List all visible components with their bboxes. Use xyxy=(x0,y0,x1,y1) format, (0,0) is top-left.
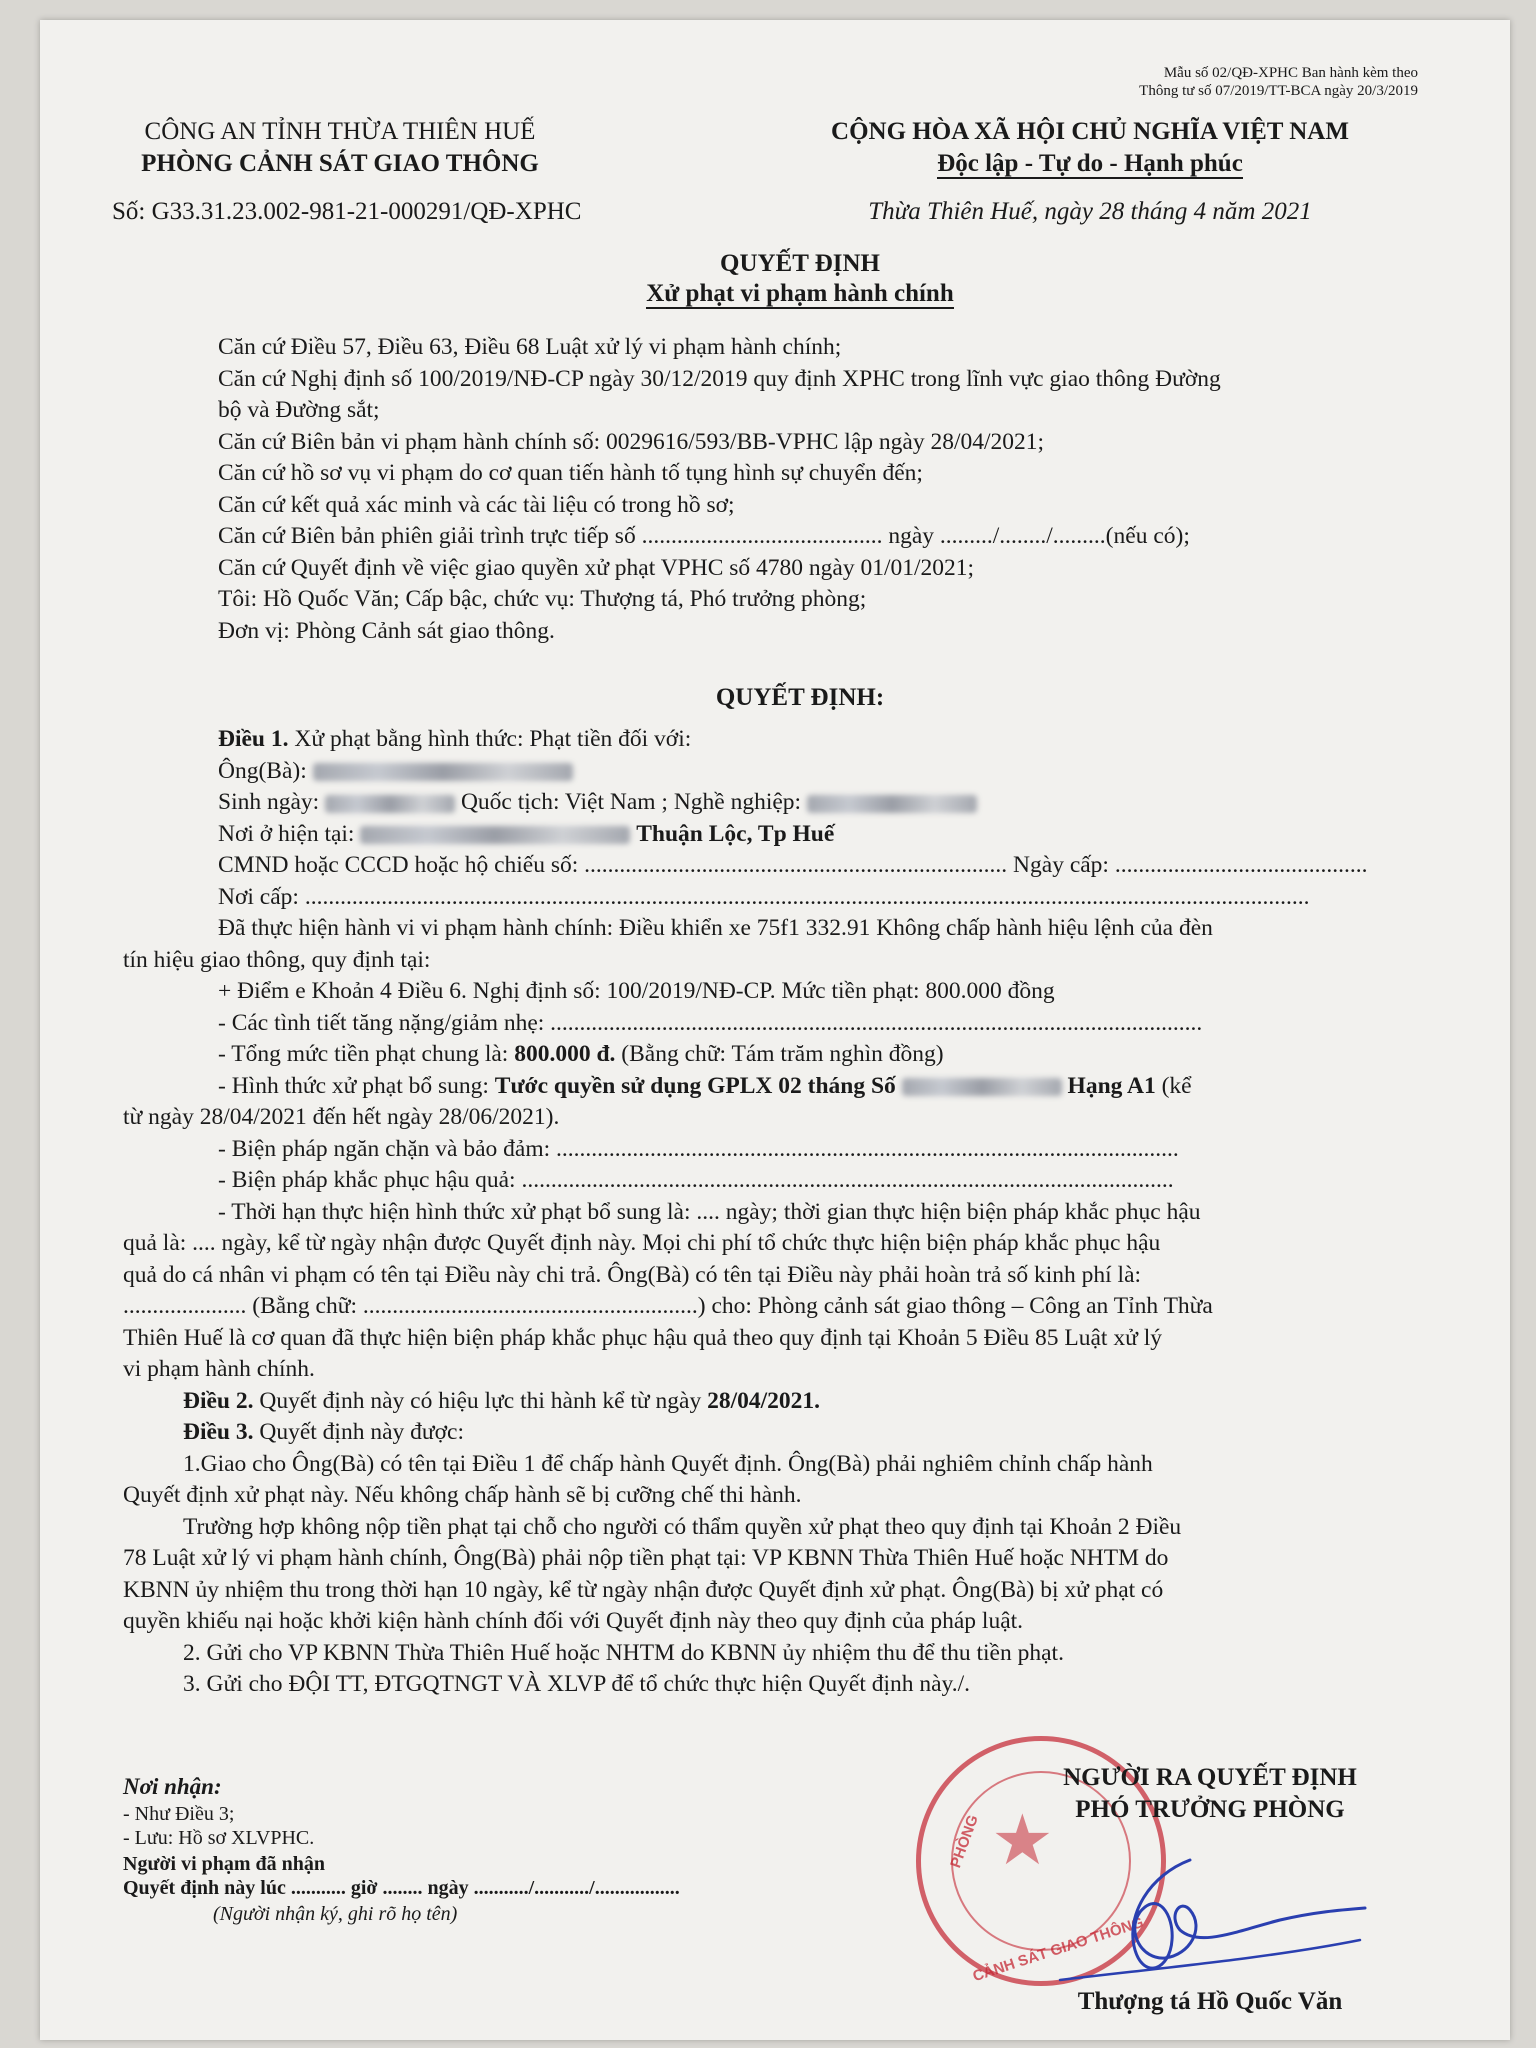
residence-tail: Thuận Lộc, Tp Huế xyxy=(636,820,835,847)
signature-stroke xyxy=(1060,1940,1360,1980)
dob-label: Sinh ngày: xyxy=(218,789,320,815)
prevention-line: - Biện pháp ngăn chặn và bảo đảm: .......................................................................................................... xyxy=(218,1135,1179,1162)
total-fine-label: - Tổng mức tiền phạt chung là: xyxy=(218,1041,515,1067)
motto xyxy=(780,148,1400,180)
deadline-line: quả do cá nhân vi phạm có tên tại Điều này chi trả. Ông(Bà) có tên tại Điều này phải hoàn trả số kinh phí là: xyxy=(123,1261,1142,1288)
form-note-line-1: Mẫu số 02/QĐ-XPHC Ban hành kèm theo xyxy=(1163,65,1418,81)
redacted-license-number xyxy=(902,1078,1062,1096)
article-1-label: Điều 1. xyxy=(218,726,289,752)
recipient-item: - Như Điều 3; xyxy=(123,1803,235,1825)
preamble-line: bộ và Đường sắt; xyxy=(218,397,380,423)
deadline-line: ..................... (Bằng chữ: .........................................................) cho: Phòng cảnh sát giao thông – Công an Tỉnh Thừa xyxy=(123,1293,1213,1319)
residence-line xyxy=(123,819,1445,851)
document-title: QUYẾT ĐỊNH xyxy=(720,250,880,277)
preamble-line: Đơn vị: Phòng Cảnh sát giao thông. xyxy=(218,617,555,644)
preamble-line: Căn cứ Nghị định số 100/2019/NĐ-CP ngày 30/12/2019 quy định XPHC trong lĩnh vực giao thông Đường xyxy=(218,365,1221,392)
article-1-intro xyxy=(123,724,1445,756)
signature-stroke xyxy=(1133,1860,1365,1968)
article-2-text: Quyết định này có hiệu lực thi hành kể từ ngày xyxy=(253,1387,708,1414)
preamble-line: Căn cứ Điều 57, Điều 63, Điều 68 Luật xử lý vi phạm hành chính; xyxy=(218,334,842,360)
legal-clause-line: + Điểm e Khoản 4 Điều 6. Nghị định số: 100/2019/NĐ-CP. Mức tiền phạt: 800.000 đồng xyxy=(218,978,1055,1004)
recipients-block xyxy=(123,1772,680,1926)
received-note: (Người nhận ký, ghi rõ họ tên) xyxy=(213,1903,458,1925)
received-line: Người vi phạm đã nhận xyxy=(123,1853,326,1875)
motto-text: Độc lập - Tự do - Hạnh phúc xyxy=(937,150,1243,177)
license-class: Hạng A1 xyxy=(1067,1072,1156,1099)
signer-role xyxy=(970,1762,1450,1826)
redacted-dob xyxy=(325,795,455,813)
effective-date: 28/04/2021. xyxy=(707,1387,821,1414)
agency-name: CÔNG AN TỈNH THỪA THIÊN HUẾ xyxy=(144,118,536,145)
country-name: CỘNG HÒA XÃ HỘI CHỦ NGHĨA VIỆT NAM xyxy=(831,118,1349,145)
place-date: Thừa Thiên Huế, ngày 28 tháng 4 năm 2021 xyxy=(868,198,1312,225)
decision-heading: QUYẾT ĐỊNH: xyxy=(715,684,885,711)
issue-place-line: Nơi cấp: ........................................................................................................................................................................... xyxy=(218,883,1310,910)
article-3-case: KBNN ủy nhiệm thu trong thời hạn 10 ngày, kể từ ngày nhận được Quyết định xử phạt. Ông(Bà) bị xử phạt có xyxy=(123,1576,1164,1603)
form-note xyxy=(1088,64,1418,100)
offender-dob-line xyxy=(123,787,1445,819)
remedy-line: - Biện pháp khắc phục hậu quả: ............................................................................................................... xyxy=(218,1167,1174,1193)
deadline-line: - Thời hạn thực hiện hình thức xử phạt bổ sung là: .... ngày; thời gian thực hiện biện pháp khắc phục hậu xyxy=(218,1198,1201,1225)
recipient-item: - Lưu: Hồ sơ XLVPHC. xyxy=(123,1827,315,1849)
total-fine-value: 800.000 đ. xyxy=(514,1041,616,1067)
preamble-line: Căn cứ Biên bản vi phạm hành chính số: 0029616/593/BB-VPHC lập ngày 28/04/2021; xyxy=(218,428,1045,455)
additional-penalty-value: Tước quyền sử dụng GPLX 02 tháng Số xyxy=(494,1072,896,1099)
seal-text: PHÒNG xyxy=(947,1812,982,1871)
violation-line: tín hiệu giao thông, quy định tại: xyxy=(123,946,431,973)
received-time-line: Quyết định này lúc ........... giờ ........ ngày .........../.........../................. xyxy=(123,1877,680,1899)
redacted-name xyxy=(313,763,573,781)
circumstances-line: - Các tình tiết tăng nặng/giảm nhẹ: ............................................................................................................... xyxy=(218,1009,1203,1036)
article-3-label: Điều 3. xyxy=(183,1419,254,1445)
agency-block xyxy=(100,116,580,180)
additional-penalty-line xyxy=(123,1071,1445,1103)
redacted-address xyxy=(360,826,630,844)
residence-label: Nơi ở hiện tại: xyxy=(218,820,355,847)
recipients-heading: Nơi nhận: xyxy=(123,1774,222,1799)
seal-star-icon: ★ xyxy=(991,1799,1054,1881)
article-3 xyxy=(123,1417,1445,1449)
article-3-item: 2. Gửi cho VP KBNN Thừa Thiên Huế hoặc NHTM do KBNN ủy nhiệm thu để thu tiền phạt. xyxy=(183,1639,1064,1666)
id-line: CMND hoặc CCCD hoặc hộ chiếu số: ........................................................................ Ngày cấp: ........................................... xyxy=(218,852,1368,878)
department-name: PHÒNG CẢNH SÁT GIAO THÔNG xyxy=(141,150,539,177)
document-subtitle xyxy=(360,278,1240,310)
offender-name-line xyxy=(123,756,1445,788)
preamble-line: Căn cứ kết quả xác minh và các tài liệu có trong hồ sơ; xyxy=(218,491,735,518)
total-fine-words: (Bằng chữ: Tám trăm nghìn đồng) xyxy=(615,1041,944,1067)
seal-text: CẢNH SÁT GIAO THÔNG xyxy=(970,1913,1146,1986)
article-3-case: quyền khiếu nại hoặc khởi kiện hành chính đối với Quyết định này theo quy định của pháp luật. xyxy=(123,1608,1024,1634)
article-3-item: Quyết định xử phạt này. Nếu không chấp hành sẽ bị cưỡng chế thi hành. xyxy=(123,1482,802,1508)
penalty-period-line: từ ngày 28/04/2021 đến hết ngày 28/06/2021). xyxy=(123,1104,560,1130)
offender-name-label: Ông(Bà): xyxy=(218,757,307,784)
article-1-intro-text: Xử phạt bằng hình thức: Phạt tiền đối với: xyxy=(288,726,692,752)
article-3-text: Quyết định này được: xyxy=(253,1419,465,1445)
additional-penalty-label: - Hình thức xử phạt bổ sung: xyxy=(218,1072,495,1099)
nationality-text: Quốc tịch: Việt Nam ; Nghề nghiệp: xyxy=(455,789,802,815)
article-2 xyxy=(123,1386,1445,1418)
signer-role-2: PHÓ TRƯỞNG PHÒNG xyxy=(1075,1796,1345,1823)
preamble xyxy=(123,332,1445,647)
preamble-line: Căn cứ hồ sơ vụ vi phạm do cơ quan tiến hành tố tụng hình sự chuyển đến; xyxy=(218,460,923,486)
signer-role-1: NGƯỜI RA QUYẾT ĐỊNH xyxy=(1063,1764,1357,1791)
deadline-line: Thiên Huế là cơ quan đã thực hiện biện pháp khắc phục hậu quả theo quy định tại Khoản 5 Điều 85 Luật xử lý xyxy=(123,1324,1162,1351)
article-3-item: 3. Gửi cho ĐỘI TT, ĐTGQTNGT VÀ XLVP để tổ chức thực hiện Quyết định này./. xyxy=(183,1671,971,1697)
additional-penalty-tail: (kể xyxy=(1155,1072,1192,1099)
total-fine-line xyxy=(123,1039,1445,1071)
preamble-line: Căn cứ Biên bản phiên giải trình trực tiếp số ......................................... ngày ........./......../.........(nếu có); xyxy=(218,523,1190,549)
form-note-line-2: Thông tư số 07/2019/TT-BCA ngày 20/3/2019 xyxy=(1139,83,1418,99)
violation-line: Đã thực hiện hành vi vi phạm hành chính: Điều khiển xe 75f1 332.91 Không chấp hành hiệu lệnh của đèn xyxy=(218,915,1213,941)
deadline-line: vi phạm hành chính. xyxy=(123,1356,315,1382)
deadline-line: quả là: .... ngày, kể từ ngày nhận được Quyết định này. Mọi chi phí tổ chức thực hiện biện pháp khắc phục hậu xyxy=(123,1230,1161,1256)
article-1 xyxy=(123,724,1445,1701)
signer-name: Thượng tá Hồ Quốc Văn xyxy=(1077,1988,1343,2015)
document-page xyxy=(40,20,1510,2040)
article-3-case: Trường hợp không nộp tiền phạt tại chỗ cho người có thẩm quyền xử phạt theo quy định tại Khoản 2 Điều xyxy=(183,1513,1182,1540)
handwritten-signature xyxy=(1040,1820,1370,1990)
document-subtitle-text: Xử phạt vi phạm hành chính xyxy=(646,280,954,307)
redacted-occupation xyxy=(807,795,977,813)
article-3-item: 1.Giao cho Ông(Bà) có tên tại Điều 1 để chấp hành Quyết định. Ông(Bà) phải nghiêm chỉnh chấp hành xyxy=(183,1450,1153,1477)
article-2-label: Điều 2. xyxy=(183,1387,254,1414)
preamble-line: Căn cứ Quyết định về việc giao quyền xử phạt VPHC số 4780 ngày 01/01/2021; xyxy=(218,554,975,581)
preamble-line: Tôi: Hồ Quốc Văn; Cấp bậc, chức vụ: Thượng tá, Phó trưởng phòng; xyxy=(218,586,867,612)
document-number: Số: G33.31.23.002-981-21-000291/QĐ-XPHC xyxy=(112,198,582,225)
article-3-case: 78 Luật xử lý vi phạm hành chính, Ông(Bà) phải nộp tiền phạt tại: VP KBNN Thừa Thiên Huế hoặc NHTM do xyxy=(123,1545,1169,1571)
